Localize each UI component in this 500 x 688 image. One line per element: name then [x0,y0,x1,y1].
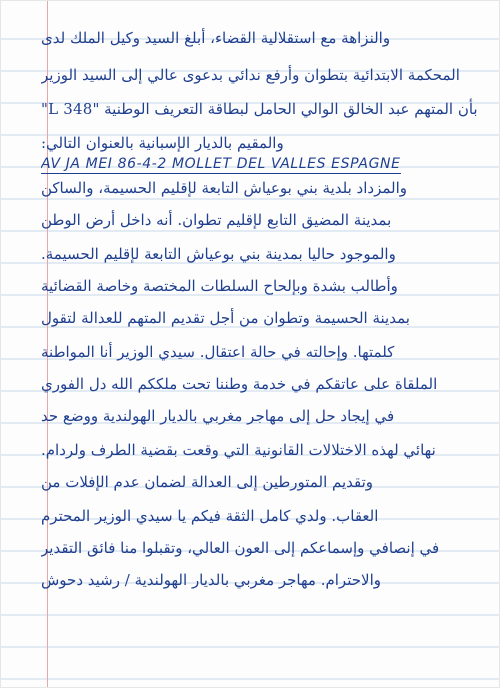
letter-line: كلمتها. وإحالته في حالة اعتقال. سيدي الوزير أنا المواطنة [41,343,395,361]
letter-line: المحكمة الابتدائية بتطوان وأرفع ندائي بدعوى عالي إلى السيد الوزير [41,66,460,84]
letter-line: العقاب. ولدي كامل الثقة فيكم يا سيدي الوزير المحترم [41,507,379,525]
letter-line: الملقاة على عاتقكم في خدمة وطننا تحت ملككم الله دل الفوري [41,375,438,393]
address-line [41,154,481,176]
letter-line: والاحترام. مهاجر مغربي بالديار الهولندية / رشيد دحوش [41,571,381,589]
letter-line: وتقديم المتورطين إلى العدالة لضمان عدم الإفلات من [41,473,374,491]
letter-line: والنزاهة مع استقلالية القضاء، أبلغ السيد وكيل الملك لدى [41,29,391,47]
address-text: AV JA MEI 86-4-2 MOLLET DEL VALLES ESPAGNE [41,156,401,172]
letter-line: في إيجاد حل إلى مهاجر مغربي بالديار الهولندية ووضع حد [41,407,395,425]
letter-line: وأطالب بشدة وبإلحاح السلطات المختصة وخاصة القضائية [41,277,398,295]
letter-line: والمقيم بالديار الإسبانية بالعنوان التالي: [41,134,284,152]
letter-line: والمزداد بلدية بني بوعياش التابعة لإقليم الحسيمة، والساكن [41,179,407,197]
letter-line: بأن المتهم عبد الخالق الوالي الحامل لبطاقة التعريف الوطنية "L 348" [41,100,478,118]
letter-line: والموجود حاليا بمدينة بني بوعياش التابعة لإقليم الحسيمة. [41,245,396,263]
letter-line: نهائي لهذه الاختلالات القانونية التي وقعت بقضية الطرف ولردام. [41,441,436,459]
letter-line: بمدينة المضيق التابع لإقليم تطوان. أنه داخل أرض الوطن [41,211,392,229]
letter-line: في إنصافي وإسماعكم إلى العون العالي، وتقبلوا منا فائق التقدير [41,539,440,557]
letter-line: بمدينة الحسيمة وتطوان من أجل تقديم المتهم للعدالة لتقول [41,309,410,327]
